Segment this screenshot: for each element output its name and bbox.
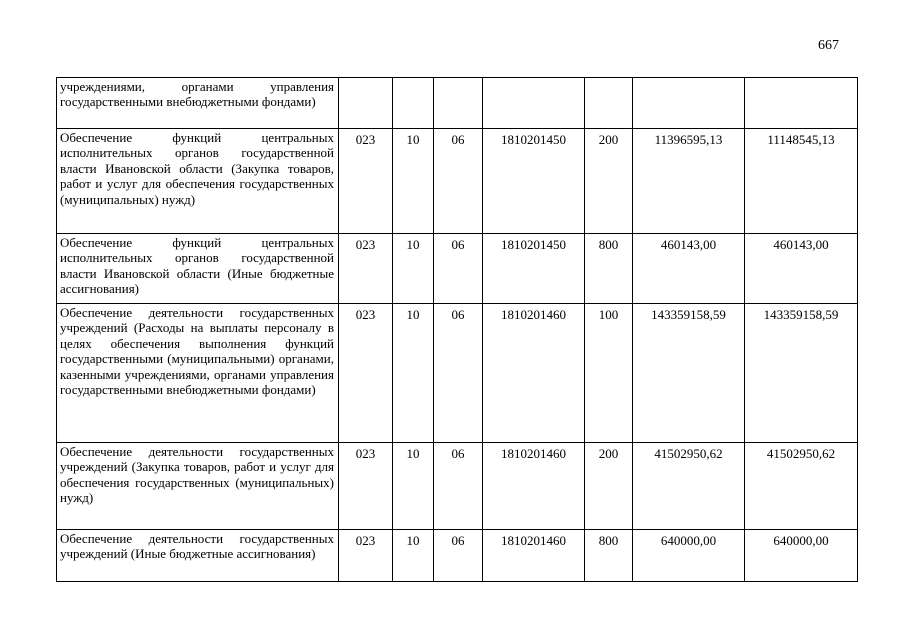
row-description: учреждениями, органами управления государственными внебюджетными фондами) [57,78,339,129]
target-article-code [483,78,585,129]
table-row [57,234,858,304]
dept-code: 023 [339,530,393,582]
table-row [57,443,858,530]
dept-code: 023 [339,443,393,530]
section-code [393,78,434,129]
amount-year-1: 143359158,59 [633,304,745,443]
row-description: Обеспечение деятельности государственных учреждений (Закупка товаров, работ и услуг для обеспечения государственных (муниципальных) нужд) [57,443,339,530]
target-article-code: 1810201460 [483,304,585,443]
subsection-code [434,78,483,129]
dept-code: 023 [339,304,393,443]
amount-year-1: 11396595,13 [633,129,745,234]
section-code: 10 [393,530,434,582]
subsection-code: 06 [434,443,483,530]
section-code: 10 [393,304,434,443]
section-code: 10 [393,129,434,234]
row-description: Обеспечение деятельности государственных учреждений (Расходы на выплаты персоналу в целях обеспечения выполнения функций государственными (муниципальными) органами, казенными учреждениями, органами управления государственными внебюджетными фондами) [57,304,339,443]
subsection-code: 06 [434,129,483,234]
table-row [57,78,858,129]
amount-year-1 [633,78,745,129]
expense-type-code: 800 [585,530,633,582]
budget-table [56,77,858,582]
row-description: Обеспечение деятельности государственных учреждений (Иные бюджетные ассигнования) [57,530,339,582]
table-row [57,530,858,582]
row-description: Обеспечение функций центральных исполнительных органов государственной власти Ивановской области (Закупка товаров, работ и услуг для обеспечения государственных (муниципальных) нужд) [57,129,339,234]
expense-type-code: 100 [585,304,633,443]
target-article-code: 1810201460 [483,443,585,530]
subsection-code: 06 [434,530,483,582]
table-row [57,129,858,234]
amount-year-2 [745,78,858,129]
dept-code: 023 [339,129,393,234]
page-number: 667 [818,38,839,53]
target-article-code: 1810201460 [483,530,585,582]
expense-type-code: 200 [585,129,633,234]
amount-year-1: 41502950,62 [633,443,745,530]
expense-type-code: 800 [585,234,633,304]
target-article-code: 1810201450 [483,129,585,234]
amount-year-2: 11148545,13 [745,129,858,234]
amount-year-2: 460143,00 [745,234,858,304]
dept-code: 023 [339,234,393,304]
dept-code [339,78,393,129]
expense-type-code [585,78,633,129]
amount-year-2: 41502950,62 [745,443,858,530]
amount-year-1: 460143,00 [633,234,745,304]
amount-year-2: 640000,00 [745,530,858,582]
expense-type-code: 200 [585,443,633,530]
subsection-code: 06 [434,304,483,443]
section-code: 10 [393,443,434,530]
amount-year-1: 640000,00 [633,530,745,582]
amount-year-2: 143359158,59 [745,304,858,443]
table-row [57,304,858,443]
target-article-code: 1810201450 [483,234,585,304]
row-description: Обеспечение функций центральных исполнительных органов государственной власти Ивановской области (Иные бюджетные ассигнования) [57,234,339,304]
subsection-code: 06 [434,234,483,304]
section-code: 10 [393,234,434,304]
